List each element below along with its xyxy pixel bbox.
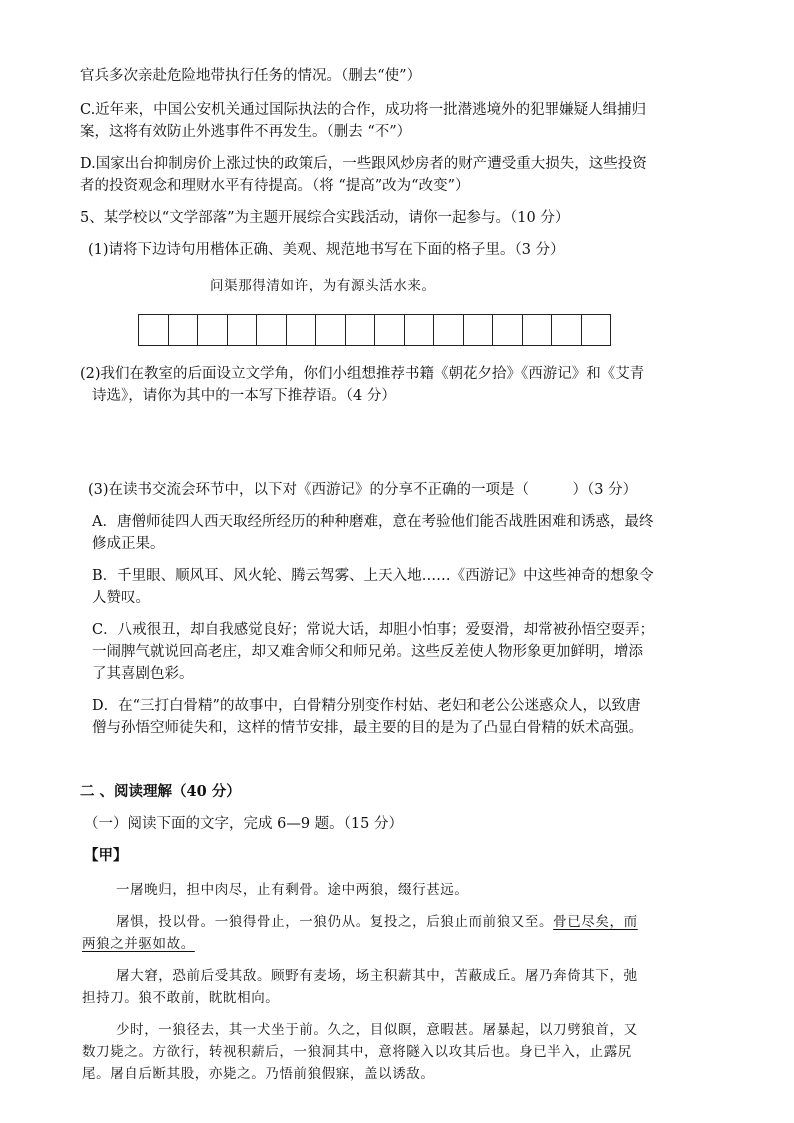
passage-paragraph-3-line1: 屠大窘，恐前后受其敌。顾野有麦场，场主积薪其中，苫蔽成丘。屠乃奔倚其下，弛 bbox=[116, 968, 638, 984]
passage-label: 【甲】 bbox=[84, 847, 128, 864]
grid-cell[interactable] bbox=[464, 314, 494, 346]
grid-cell[interactable] bbox=[169, 314, 199, 346]
grid-cell[interactable] bbox=[582, 314, 612, 346]
grid-cell[interactable] bbox=[139, 314, 169, 346]
choice-c-line2: 一闹脾气就说回高老庄，却又难舍师父和师兄弟。这些反差使人物形象更加鲜明，增添 bbox=[92, 644, 643, 660]
choice-a-line2: 修成正果。 bbox=[92, 536, 165, 552]
question-5-part1: (1)请将下边诗句用楷体正确、美观、规范地书写在下面的格子里。（3 分） bbox=[88, 242, 565, 258]
option-c-line1: C.近年来，中国公安机关通过国际执法的合作，成功将一批潜逃境外的犯罪嫌疑人缉捕归 bbox=[80, 102, 647, 118]
grid-cell[interactable] bbox=[287, 314, 317, 346]
choice-b-line1: B．千里眼、顺风耳、风火轮、腾云驾雾、上天入地……《西游记》中这些神奇的想象令 bbox=[92, 568, 654, 584]
grid-cell[interactable] bbox=[346, 314, 376, 346]
passage-paragraph-2-line2: 两狼之并驱如故。 bbox=[82, 936, 195, 952]
passage-paragraph-2-line1 bbox=[116, 912, 638, 932]
choice-d-line1: D．在“三打白骨精”的故事中，白骨精分别变作村姑、老妇和老公公迷惑众人，以致唐 bbox=[92, 698, 641, 714]
section-instruction: （一）阅读下面的文字，完成 6—9 题。（15 分） bbox=[84, 816, 403, 832]
passage-paragraph-3-line2: 担持刀。狼不敢前，眈眈相向。 bbox=[82, 990, 280, 1006]
underlined-text: 骨已尽矣，而 bbox=[553, 914, 638, 930]
option-d-line2: 者的投资观念和理财水平有待提高。（将 “提高”改为“改变”） bbox=[80, 178, 470, 194]
grid-cell[interactable] bbox=[375, 314, 405, 346]
passage-paragraph-4-line2: 数刀毙之。方欲行，转视积薪后，一狼洞其中，意将隧入以攻其后也。身已半入，止露尻 bbox=[82, 1044, 632, 1060]
choice-c-line3: 了其喜剧色彩。 bbox=[92, 666, 194, 682]
choice-c-line1: C．八戒很丑，却自我感觉良好；常说大话，却胆小怕事；爱耍滑，却常被孙悟空耍弄； bbox=[92, 622, 655, 638]
grid-cell[interactable] bbox=[228, 314, 258, 346]
grid-cell[interactable] bbox=[434, 314, 464, 346]
grid-cell[interactable] bbox=[405, 314, 435, 346]
question-5-part2-line1: (2)我们在教室的后面设立文学角，你们小组想推荐书籍《朝花夕拾》《西游记》和《艾青 bbox=[80, 366, 645, 382]
question-5-part3: (3)在读书交流会环节中，以下对《西游记》的分享不正确的一项是（ ）（3 分） bbox=[88, 482, 638, 498]
grid-cell[interactable] bbox=[198, 314, 228, 346]
grid-cell[interactable] bbox=[552, 314, 582, 346]
passage-text: 屠惧，投以骨。一狼得骨止，一狼仍从。复投之，后狼止而前狼又至。 bbox=[116, 914, 554, 930]
poem-line: 问渠那得清如许，为有源头活水来。 bbox=[210, 278, 436, 294]
choice-b-line2: 人赞叹。 bbox=[92, 590, 150, 606]
writing-grid[interactable] bbox=[138, 314, 611, 346]
passage-paragraph-4-line1: 少时，一狼径去，其一犬坐于前。久之，目似瞑，意暇甚。屠暴起，以刀劈狼首，又 bbox=[116, 1022, 638, 1038]
passage-paragraph-4-line3: 尾。屠自后断其股，亦毙之。乃悟前狼假寐，盖以诱敌。 bbox=[82, 1066, 435, 1082]
choice-d-line2: 僧与孙悟空师徒失和，这样的情节安排，最主要的目的是为了凸显白骨精的妖术高强。 bbox=[92, 720, 643, 736]
grid-cell[interactable] bbox=[316, 314, 346, 346]
option-c-line2: 案，这将有效防止外逃事件不再发生。（删去 “不”） bbox=[80, 124, 412, 140]
section-heading: 二 、阅读理解（40 分） bbox=[80, 783, 241, 800]
choice-a-line1: A．唐僧师徒四人西天取经所经历的种种磨难，意在考验他们能否战胜困难和诱惑，最终 bbox=[92, 514, 654, 530]
grid-cell[interactable] bbox=[523, 314, 553, 346]
question-5-title: 5、某学校以“文学部落”为主题开展综合实践活动，请你一起参与。（10 分） bbox=[80, 210, 570, 226]
grid-cell[interactable] bbox=[493, 314, 523, 346]
option-d-line1: D.国家出台抑制房价上涨过快的政策后，一些跟风炒房者的财产遭受重大损失，这些投资 bbox=[80, 156, 647, 172]
question-5-part2-line2: 诗选》，请你为其中的一本写下推荐语。（4 分） bbox=[92, 388, 396, 404]
passage-paragraph-1: 一屠晚归，担中肉尽，止有剩骨。途中两狼，缀行甚远。 bbox=[116, 882, 469, 898]
grid-cell[interactable] bbox=[257, 314, 287, 346]
option-b-continuation: 官兵多次亲赴危险地带执行任务的情况。（删去“使”） bbox=[80, 68, 422, 84]
